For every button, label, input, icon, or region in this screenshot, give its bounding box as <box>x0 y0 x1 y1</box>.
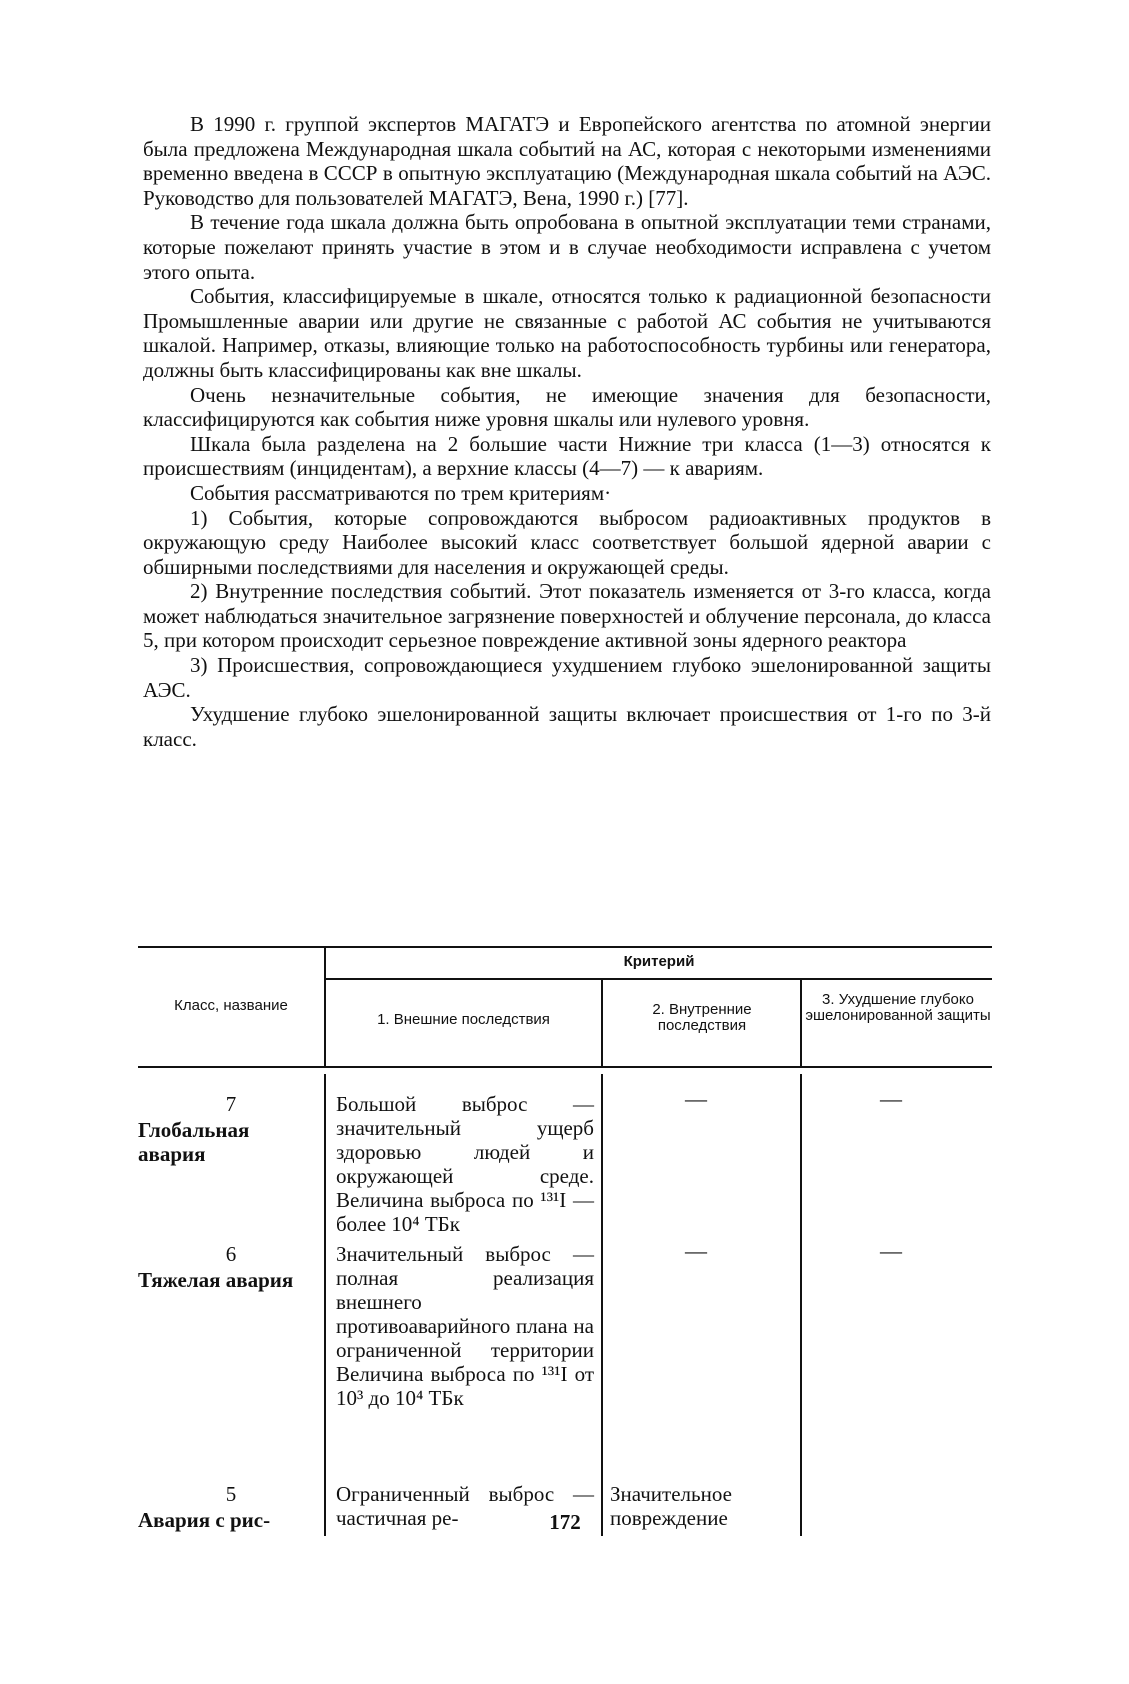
column-divider <box>324 1074 326 1536</box>
class-number: 6 <box>225 1242 237 1266</box>
column-divider <box>601 978 603 1066</box>
internal-consequences-header: 2. Внутренние последствия <box>652 1001 752 1034</box>
external-consequences: Значительный выброс — полная реализация внешнего противоаварийного плана на ограниченной территории Величина выброса по ¹³¹I от 10³ до 10⁴ ТБк <box>336 1242 594 1410</box>
external-consequences: Большой выброс — значительный ущерб здоровью людей и окружающей среде. Величина выброса по ¹³¹I — более 10⁴ ТБк <box>336 1092 594 1236</box>
paragraph: 2) Внутренние последствия событий. Этот показатель изменяется от 3-го класса, когда может наблюдаться значительное загрязнение поверхностей и облучение персонала, до класса 5, при котором происходит серьезное повреждение активной зоны ядерного реактора <box>143 579 991 653</box>
internal-consequences: — <box>685 1086 707 1111</box>
paragraph: Шкала была разделена на 2 большие части Нижние три класса (1—3) относятся к происшествиям (инцидентам), а верхние классы (4—7) — к авариям. <box>143 431 991 481</box>
class-name-header: Класс, название <box>174 997 288 1014</box>
paragraph: События, классифицируемые в шкале, относятся только к радиационной безопасности Промышленные аварии или другие не связанные с работой АС события не учитываются шкалой. Например, отказы, влияющие только на работоспособность турбины или генератора, должны быть классифицированы как вне шкалы. <box>143 284 991 382</box>
body-text <box>143 112 991 751</box>
class-name: Тяжелая авария <box>138 1268 294 1292</box>
class-number: 7 <box>225 1092 237 1116</box>
paragraph: Ухудшение глубоко эшелонированной защиты включает происшествия от 1-го по 3-й класс. <box>143 702 991 751</box>
column-divider <box>800 1074 802 1536</box>
paragraph: 1) События, которые сопровождаются выбросом радиоактивных продуктов в окружающую среду Наиболее высокий класс соответствует большой ядерной аварии с обширными последствиями для населения и окружающей среды. <box>143 505 991 579</box>
class-number: 5 <box>225 1482 237 1506</box>
class-name: Глобальная авария <box>138 1118 250 1166</box>
internal-consequences: Значительное повреждение <box>610 1482 732 1530</box>
external-consequences-header: 1. Внешние последствия <box>377 1011 550 1028</box>
criteria-header: Критерий <box>623 953 695 970</box>
criteria-underline <box>324 978 992 980</box>
defense-degradation-header: 3. Ухудшение глубоко эшелонированной защиты <box>805 991 991 1024</box>
paragraph: В 1990 г. группой экспертов МАГАТЭ и Европейского агентства по атомной энергии была предложена Международная шкала событий на АС, которая с некоторыми изменениями временно введена в СССР в опытную эксплуатацию (Международная шкала событий на АЭС. Руководство для пользователей МАГАТЭ, Вена, 1990 г.) [77]. <box>143 112 991 210</box>
column-divider <box>601 1074 603 1536</box>
paragraph: 3) Происшествия, сопровождающиеся ухудшением глубоко эшелонированной защиты АЭС. <box>143 653 991 702</box>
column-divider <box>800 978 802 1066</box>
paragraph: В течение года шкала должна быть опробована в опытной эксплуатации теми странами, которые пожелают принять участие в этом и в случае необходимости исправлена с учетом этого опыта. <box>143 210 991 284</box>
paragraph: Очень незначительные события, не имеющие значения для безопасности, классифицируются как события ниже уровня шкалы или нулевого уровня. <box>143 382 991 432</box>
header-bottom-rule <box>138 1066 992 1068</box>
external-consequences: Ограниченный выброс — частичная ре- <box>336 1482 594 1530</box>
class-name: Авария с рис- <box>138 1508 271 1532</box>
paragraph: События рассматриваются по трем критериям· <box>190 480 612 505</box>
page-number: 172 <box>549 1510 581 1534</box>
defense-degradation: — <box>880 1086 902 1111</box>
defense-degradation: — <box>880 1238 902 1263</box>
table-top-rule <box>138 946 992 948</box>
internal-consequences: — <box>685 1238 707 1263</box>
